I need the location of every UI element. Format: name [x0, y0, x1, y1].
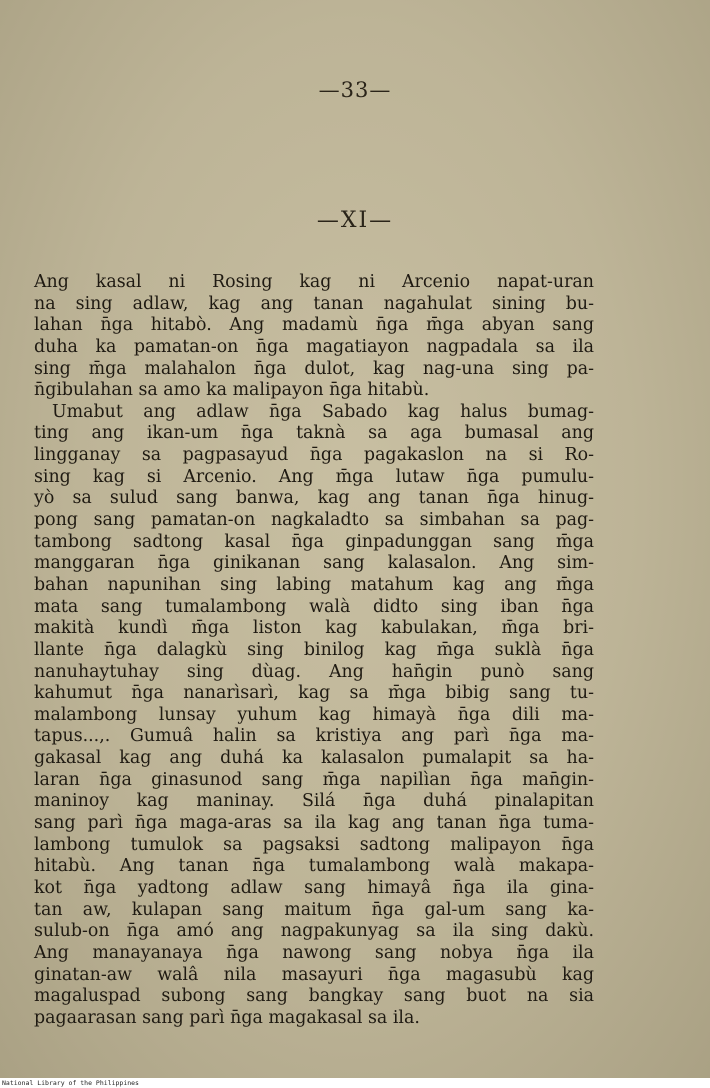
text-line: pong sang pamatan-on nagkaladto sa simbahan sa pag-	[34, 510, 594, 531]
text-line: makità kundì m̄ga liston kag kabulakan, m̄ga bri-	[34, 618, 594, 639]
text-line: sulub-on n̄ga amó ang nagpakunyag sa ila sing dakù.	[34, 921, 594, 942]
text-line: pagaarasan sang parì n̄ga magakasal sa ila.	[34, 1007, 420, 1028]
text-line: lahan n̄ga hitabò. Ang madamù n̄ga m̄ga abyan sang	[34, 315, 594, 336]
text-line: ting ang ikan-um n̄ga taknà sa aga bumasal ang	[34, 423, 594, 444]
text-line: Ang kasal ni Rosing kag ni Arcenio napat-uran	[34, 272, 594, 292]
text-line: manggaran n̄ga ginikanan sang kalasalon. Ang sim-	[34, 553, 594, 574]
page-number: —33—	[318, 78, 392, 102]
chapter-heading: —XI—	[316, 208, 394, 233]
text-line: hitabù. Ang tanan n̄ga tumalambong walà makapa-	[34, 856, 594, 877]
text-line: yò sa sulud sang banwa, kag ang tanan n̄ga hinug-	[34, 488, 594, 509]
text-line: sing m̄ga malahalon n̄ga dulot, kag nag-una sing pa-	[34, 358, 594, 379]
text-line: tambong sadtong kasal n̄ga ginpadunggan sang m̄ga	[34, 531, 594, 552]
text-line: kahumut n̄ga nanarìsarì, kag sa m̄ga bibig sang tu-	[34, 683, 594, 704]
text-line: Umabut ang adlaw n̄ga Sabado kag halus bumag-	[52, 401, 594, 422]
text-line: linggana​y sa pagpasayud n̄ga pagakaslon na si Ro-	[34, 445, 594, 466]
text-line: duha ka pamatan-on n̄ga magatiayon nagpadala sa ila	[34, 336, 594, 357]
text-line: n̄gibulahan sa amo ka malipayon n̄ga hitabù.	[34, 380, 430, 401]
text-line: laran n̄ga ginasunod sang m̄ga napilìan n̄ga man̄gin-	[34, 769, 594, 790]
text-line: bahan napunihan sing labing matahum kag ang m̄ga	[34, 574, 594, 595]
text-line: gakasal kag ang duhá ka kalasalon pumalapit sa ha-	[34, 748, 594, 769]
text-line: malambong lunsay yuhum kag himayà n̄ga dili ma-	[34, 704, 594, 725]
text-line: llante n̄ga dalagkù sing binilog kag m̄ga suklà n̄ga	[34, 639, 594, 660]
text-line: sang parì n̄ga maga-aras sa ila kag ang tanan n̄ga tuma-	[34, 813, 594, 834]
text-line: tan aw, kulapan sang maitum n̄ga gal-um sang ka-	[34, 899, 594, 920]
text-line: maninoy kag maninay. Silá n̄ga duhá pinalapitan	[34, 791, 594, 812]
text-line: magaluspad subong sang bangkay sang buot na sia	[34, 986, 594, 1007]
body-text	[34, 272, 594, 1029]
text-line: na sing adlaw, kag ang tanan nagahulat sining bu-	[34, 293, 594, 314]
text-line: kot n̄ga yadtong adlaw sang himayâ n̄ga ila gina-	[34, 877, 594, 898]
text-line: tapus...,. Gumuâ halin sa kristiya ang parì n̄ga ma-	[34, 726, 594, 747]
text-line: lambong tumulok sa pagsaksi sadtong malipayon n̄ga	[34, 834, 594, 855]
text-line: nanuhaytuhay sing dùag. Ang han̄gin punò sang	[34, 661, 594, 682]
text-line: ginatan-aw walâ nila masayuri n̄ga magasubù kag	[34, 964, 594, 985]
text-line: mata sang tumalambong walà didto sing iban n̄ga	[34, 596, 594, 617]
text-line: sing kag si Arcenio. Ang m̄ga lutaw n̄ga pumulu-	[34, 466, 594, 487]
text-line: Ang manayanaya n̄ga nawong sang nobya n̄ga ila	[34, 942, 594, 963]
library-credit: National Library of the Philippines	[0, 1078, 710, 1088]
